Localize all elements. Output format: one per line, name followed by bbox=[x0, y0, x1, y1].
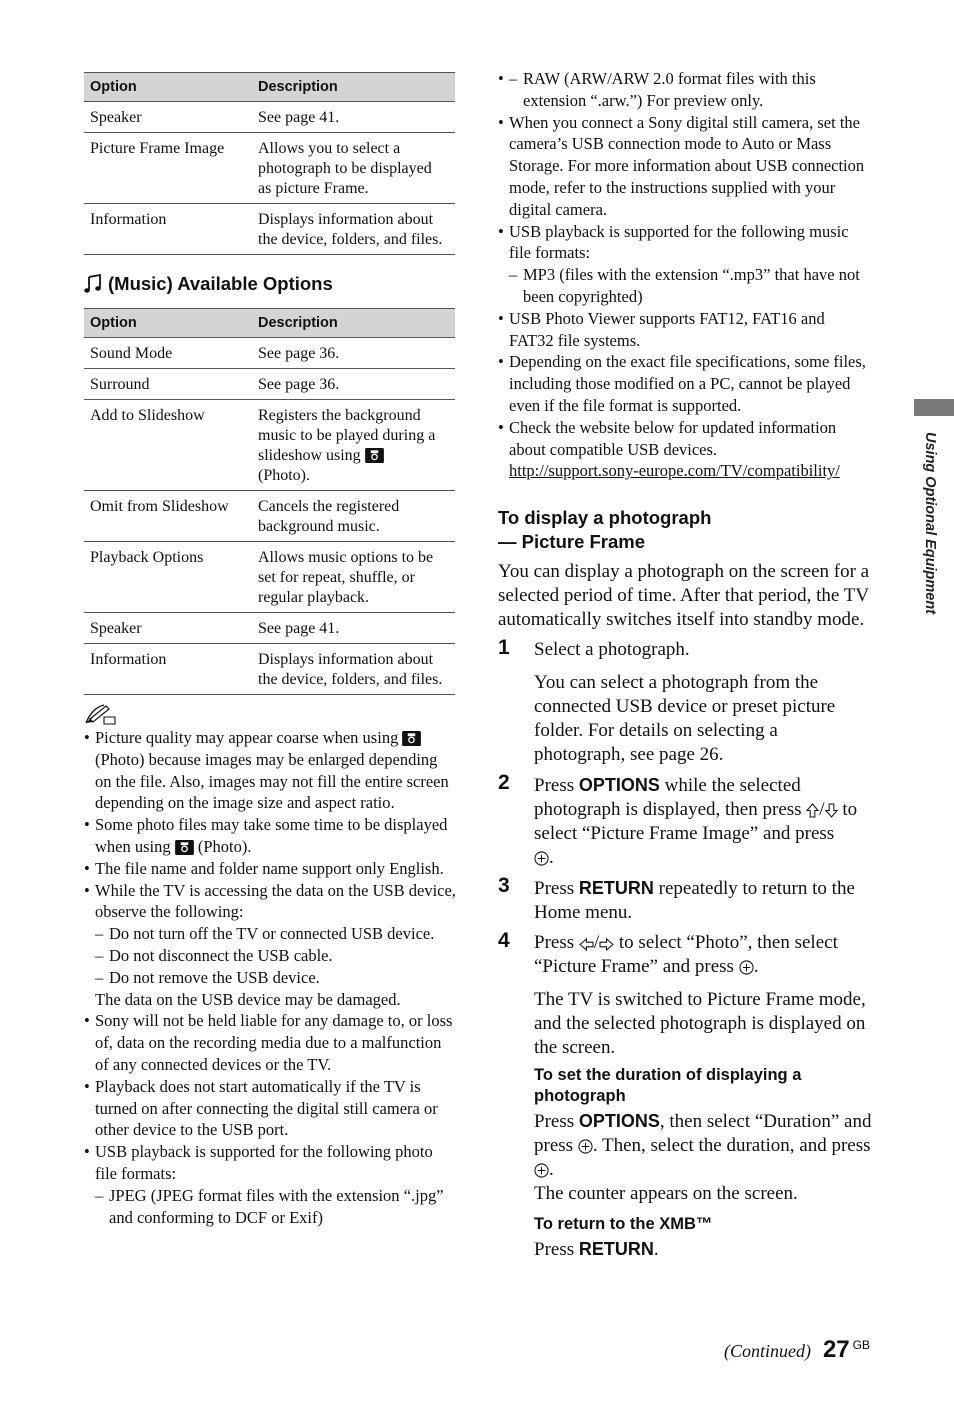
return-keyword: RETURN bbox=[578, 1239, 654, 1260]
sub-list-item: – Do not turn off the TV or connected USB device. bbox=[95, 923, 456, 945]
step-number: 4 bbox=[498, 929, 510, 953]
option-cell: Sound Mode bbox=[84, 338, 252, 369]
left-column bbox=[84, 72, 456, 1228]
side-section-label: Using Optional Equipment bbox=[922, 432, 938, 615]
step-detail: You can select a photograph from the connected USB device or preset picture folder. For details on selecting a photograph, see page 26. bbox=[534, 672, 836, 766]
table-row bbox=[84, 204, 455, 255]
list-item: • The file name and folder name support only English. bbox=[84, 858, 456, 880]
table-row bbox=[84, 400, 455, 491]
section-tab-marker bbox=[914, 399, 954, 416]
duration-subheading: To set the duration of displaying a photograph bbox=[534, 1066, 802, 1106]
step-text: Select a photograph. bbox=[534, 639, 690, 661]
description-cell: See page 41. bbox=[252, 102, 455, 133]
step-text bbox=[534, 876, 872, 925]
text: Press bbox=[534, 1111, 575, 1133]
note-text: The data on the USB device may be damaged. bbox=[95, 989, 401, 1009]
option-cell: Speaker bbox=[84, 102, 252, 133]
column-header-option: Option bbox=[84, 73, 252, 102]
music-options-table bbox=[84, 308, 455, 695]
option-cell: Picture Frame Image bbox=[84, 133, 252, 204]
enter-button-icon bbox=[534, 851, 549, 866]
enter-button-icon bbox=[739, 960, 754, 975]
note-text: USB playback is supported for the following photo file formats: bbox=[95, 1142, 433, 1183]
list-item bbox=[498, 417, 872, 482]
list-item: • USB Photo Viewer supports FAT12, FAT16 and FAT32 file systems. bbox=[498, 308, 872, 352]
pen-note-icon bbox=[84, 703, 118, 725]
text: Press bbox=[534, 775, 575, 797]
left-arrow-icon bbox=[579, 938, 594, 951]
music-options-title: (Music) Available Options bbox=[108, 273, 333, 294]
page-number: 27 bbox=[822, 1336, 850, 1363]
list-item: • Sony will not be held liable for any damage to, or loss of, data on the recording media due to a malfunction of any connected devices or the TV. bbox=[84, 1010, 456, 1075]
note-text: Picture quality may appear coarse when using bbox=[95, 728, 399, 747]
sub-list-item: – Do not remove the USB device. bbox=[95, 967, 456, 989]
step-text: Press / to select “Photo”, then select “Picture Frame” and press . bbox=[534, 932, 838, 978]
table-row bbox=[84, 491, 455, 542]
column-header-description: Description bbox=[252, 309, 455, 338]
description-cell: Allows you to select a photograph to be displayed as picture Frame. bbox=[252, 133, 455, 204]
enter-button-icon bbox=[534, 1163, 549, 1178]
heading-line: — Picture Frame bbox=[498, 531, 646, 553]
photo-camera-icon bbox=[365, 448, 384, 463]
right-column bbox=[498, 68, 872, 1262]
step-2 bbox=[498, 773, 872, 870]
table-row bbox=[84, 613, 455, 644]
step-number: 3 bbox=[498, 874, 510, 898]
photo-options-table bbox=[84, 72, 455, 255]
option-cell: Add to Slideshow bbox=[84, 400, 252, 491]
display-photo-heading bbox=[498, 506, 872, 554]
notes-list bbox=[84, 727, 456, 1228]
photo-camera-icon bbox=[402, 731, 421, 746]
list-item: • Playback does not start automatically if the TV is turned on after connecting the digital still camera or other device to the USB port. bbox=[84, 1076, 456, 1141]
note-text: Some photo files may take some time to be displayed when using bbox=[95, 815, 448, 856]
music-note-icon bbox=[84, 274, 102, 294]
sub-list-item: – JPEG (JPEG format files with the extension “.jpg” and conforming to DCF or Exif) bbox=[95, 1185, 456, 1229]
text: Press bbox=[534, 932, 575, 954]
text: Press bbox=[534, 1239, 575, 1261]
description-cell: See page 36. bbox=[252, 369, 455, 400]
description-text-suffix: (Photo). bbox=[258, 467, 310, 484]
heading-line: To display a photograph bbox=[498, 507, 712, 529]
step-number: 2 bbox=[498, 771, 510, 795]
region-code: GB bbox=[852, 1338, 870, 1352]
up-arrow-icon bbox=[806, 803, 819, 818]
table-row bbox=[84, 644, 455, 695]
text: repeatedly to return to the Home menu. bbox=[534, 878, 855, 924]
sub-list bbox=[95, 1185, 456, 1229]
step-number: 1 bbox=[498, 636, 510, 660]
option-cell: Speaker bbox=[84, 613, 252, 644]
list-item bbox=[84, 814, 456, 858]
note-text: USB playback is supported for the following music file formats: bbox=[509, 221, 849, 263]
note-text: While the TV is accessing the data on the USB device, observe the following: bbox=[95, 880, 456, 922]
step-text: Press OPTIONS while the selected photograph is displayed, then press / to select “Picture Frame Image” and press . bbox=[534, 775, 858, 869]
sub-list bbox=[95, 923, 456, 988]
intro-paragraph: You can display a photograph on the screen for a selected period of time. After that period, the TV automatically switches itself into standby mode. bbox=[498, 561, 870, 631]
table-row bbox=[84, 338, 455, 369]
enter-button-icon bbox=[578, 1139, 593, 1154]
list-item: • Depending on the exact file specifications, some files, including those modified on a PC, cannot be played even if the file format is supported. bbox=[498, 351, 872, 416]
description-cell: See page 41. bbox=[252, 613, 455, 644]
option-cell: Surround bbox=[84, 369, 252, 400]
description-cell bbox=[252, 400, 455, 491]
option-cell: Omit from Slideshow bbox=[84, 491, 252, 542]
description-cell: Displays information about the device, folders, and files. bbox=[252, 644, 455, 695]
options-keyword: OPTIONS bbox=[578, 1111, 660, 1132]
text: while the selected photograph is displayed, then press bbox=[534, 775, 802, 821]
sub-list-item: – Do not disconnect the USB cable. bbox=[95, 945, 456, 967]
step-1 bbox=[498, 638, 872, 767]
description-cell: Cancels the registered background music. bbox=[252, 491, 455, 542]
table-header-row bbox=[84, 309, 455, 338]
sub-list bbox=[509, 264, 872, 308]
list-item bbox=[84, 727, 456, 814]
return-text: Press RETURN. bbox=[534, 1239, 659, 1261]
note-text: (Photo). bbox=[197, 836, 252, 856]
down-arrow-icon bbox=[825, 803, 838, 818]
list-item bbox=[498, 221, 872, 308]
list-item bbox=[498, 68, 872, 112]
text: to select “Picture Frame Image” and press bbox=[534, 799, 858, 845]
description-cell: Allows music options to be set for repeat, shuffle, or regular playback. bbox=[252, 542, 455, 613]
list-item bbox=[84, 1141, 456, 1228]
sub-list bbox=[509, 68, 872, 112]
table-row bbox=[84, 133, 455, 204]
step-detail: The TV is switched to Picture Frame mode, and the selected photograph is displayed on the screen. bbox=[534, 989, 866, 1059]
description-text: Registers the background music to be played during a slideshow using bbox=[258, 407, 436, 464]
text: Press bbox=[534, 878, 575, 900]
option-cell: Information bbox=[84, 204, 252, 255]
table-header-row bbox=[84, 73, 455, 102]
table-row bbox=[84, 102, 455, 133]
option-cell: Information bbox=[84, 644, 252, 695]
right-arrow-icon bbox=[599, 938, 614, 951]
option-cell: Playback Options bbox=[84, 542, 252, 613]
text: . Then, select the duration, and press bbox=[592, 1135, 871, 1157]
text: The counter appears on the screen. bbox=[534, 1183, 798, 1205]
step-3 bbox=[498, 876, 872, 925]
page-footer bbox=[724, 1336, 870, 1364]
description-cell: See page 36. bbox=[252, 338, 455, 369]
list-item: • When you connect a Sony digital still camera, set the camera’s USB connection mode to Auto or Mass Storage. For more information about USB connection mode, refer to the instructions supplied with your digital camera. bbox=[498, 112, 872, 221]
sub-list-item: – • RAW (ARW/ARW 2.0 format files with this extension “.arw.”) For preview only. bbox=[509, 68, 872, 112]
description-cell: Displays information about the device, folders, and files. bbox=[252, 204, 455, 255]
return-keyword: RETURN bbox=[578, 878, 654, 899]
compatibility-link[interactable]: http://support.sony-europe.com/TV/compatibility/ bbox=[509, 461, 840, 481]
text: to select “Photo”, then select “Picture Frame” and press bbox=[534, 932, 838, 978]
column-header-option: Option bbox=[84, 309, 252, 338]
continued-label: (Continued) bbox=[723, 1341, 811, 1361]
column-header-description: Description bbox=[252, 73, 455, 102]
note-text: (Photo) because images may be enlarged depending on the file. Also, images may not fill the entire screen depending on the image size and aspect ratio. bbox=[95, 749, 449, 813]
table-row bbox=[84, 542, 455, 613]
photo-camera-icon bbox=[175, 840, 194, 855]
text: , then select “Duration” and press bbox=[534, 1111, 872, 1157]
return-subheading: To return to the XMB™ bbox=[534, 1215, 713, 1234]
notes-list-continued bbox=[498, 68, 872, 482]
step-4 bbox=[498, 931, 872, 1262]
table-row bbox=[84, 369, 455, 400]
list-item bbox=[84, 880, 456, 1011]
note-text: Check the website below for updated information about compatible USB devices. bbox=[509, 417, 837, 459]
sub-list-item: – MP3 (files with the extension “.mp3” that have not been copyrighted) bbox=[509, 264, 872, 308]
duration-text: Press OPTIONS, then select “Duration” and press . Then, select the duration, and press . The counter appears on the screen. bbox=[534, 1111, 872, 1205]
options-keyword: OPTIONS bbox=[578, 775, 660, 796]
music-options-heading bbox=[84, 273, 456, 295]
